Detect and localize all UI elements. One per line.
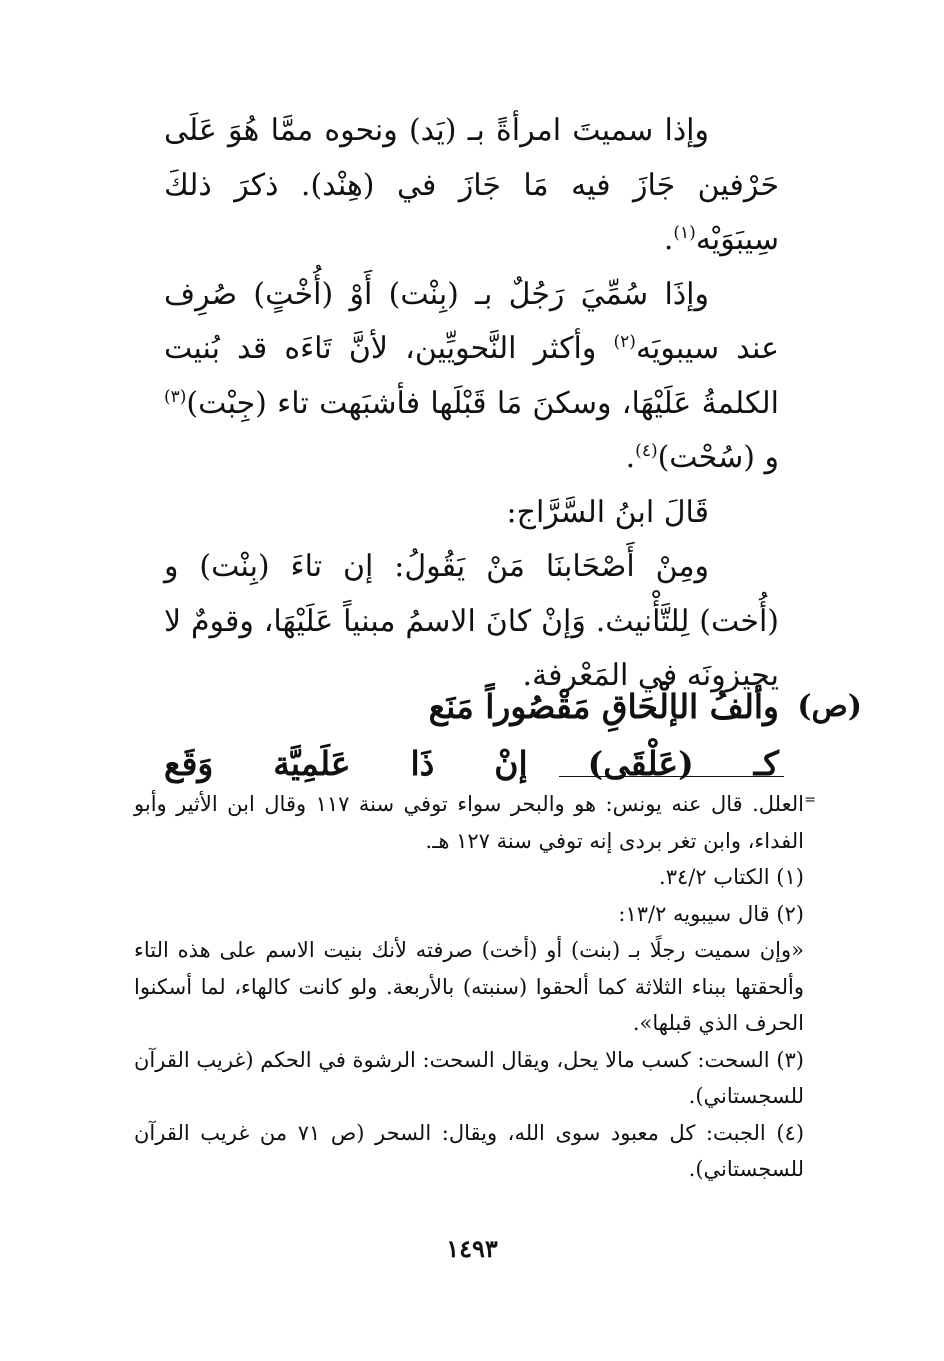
paragraph-text: .: [625, 440, 636, 475]
main-text: [164, 104, 779, 704]
footnote-continuation-mark: =: [804, 792, 816, 808]
paragraph: [164, 104, 779, 268]
verse-line-2: كـ (عَلْقَى) إنْ ذَا عَلَمِيَّة وَقَع: [164, 744, 779, 783]
footnote-marker: (٢): [613, 332, 636, 352]
footnote-separator: [559, 776, 784, 777]
paragraph: [164, 268, 779, 486]
footnote-2-quote: «وإن سميت رجلًا بـ (بنت) أو (أخت) صرفته لأنك بنيت الاسم على هذه التاء وألحقتها ببناء الثلاثة كما ألحقوا (سنبته) بالأربعة. ولو كانت كالهاء، لما أسكنوا الحرف الذي قبلها».: [134, 938, 804, 1035]
paragraph: ومِنْ أَصْحَابنَا مَنْ يَقُولُ: إن تاءَ (بِنْت) و (أُخت) لِلتَّأْنيث. وَإنْ كانَ الاسمُ مبنياً عَلَيْهَا، وقومٌ لا يجيزونَه في المَعْرفة.: [164, 549, 779, 693]
verse-marker: (ص): [797, 689, 862, 724]
footnote-1: (١) الكتاب ٣٤/٢.: [659, 865, 804, 889]
verse-line-1: وألفُ الإلْحَاقِ مَقْصُوراً مَنَع: [428, 687, 779, 726]
quote-attribution: قَالَ ابنُ السَّرَّاج:: [506, 494, 709, 530]
footnote-marker: (١): [673, 223, 696, 243]
page-number: ١٤٩٣: [446, 1234, 498, 1263]
paragraph-text: .: [663, 222, 674, 257]
paragraph-text: وأكثر النَّحويِّين، لأنَّ تَاءَه قد بُنيت الكلمةُ عَلَيْهَا، وسكنَ مَا قَبْلَها فأشبَهت تاء (جِبْت): [164, 331, 779, 421]
paragraph-text: و (سُحْت): [657, 440, 779, 475]
footnote-marker: (٤): [635, 441, 658, 461]
paragraph-text: وإذَا سُمِّيَ رَجُلٌ بـ (بِنْت) أَوْ (أُخْتٍ) صُرِف عند سيبويَه: [164, 276, 779, 366]
paragraph-text: وإذا سميتَ امرأةً بـ (يَد) ونحوه ممَّا هُوَ عَلَى حَرْفين جَازَ فيه مَا جَازَ في (هِنْد). ذكرَ ذلكَ سِيبَوَيْه: [164, 113, 779, 257]
footnote-3: (٣) السحت: كسب مالا يحل، ويقال السحت: الرشوة في الحكم (غريب القرآن للسجستاني).: [134, 1047, 804, 1108]
footnote-4: (٤) الجبت: كل معبود سوى الله، ويقال: السحر (ص ٧١ من غريب القرآن للسجستاني).: [134, 1120, 805, 1181]
footnote-2: (٢) قال سيبويه ١٣/٢:: [618, 901, 804, 926]
footnote-continued: العلل. قال عنه يونس: هو والبحر سواء توفي سنة ١١٧ وقال ابن الأثير وأبو الفداء، وابن تغر بردى إنه توفي سنة ١٢٧ هـ.: [134, 792, 804, 853]
footnote-marker: (٣): [164, 386, 187, 407]
footnotes: [134, 786, 804, 1188]
